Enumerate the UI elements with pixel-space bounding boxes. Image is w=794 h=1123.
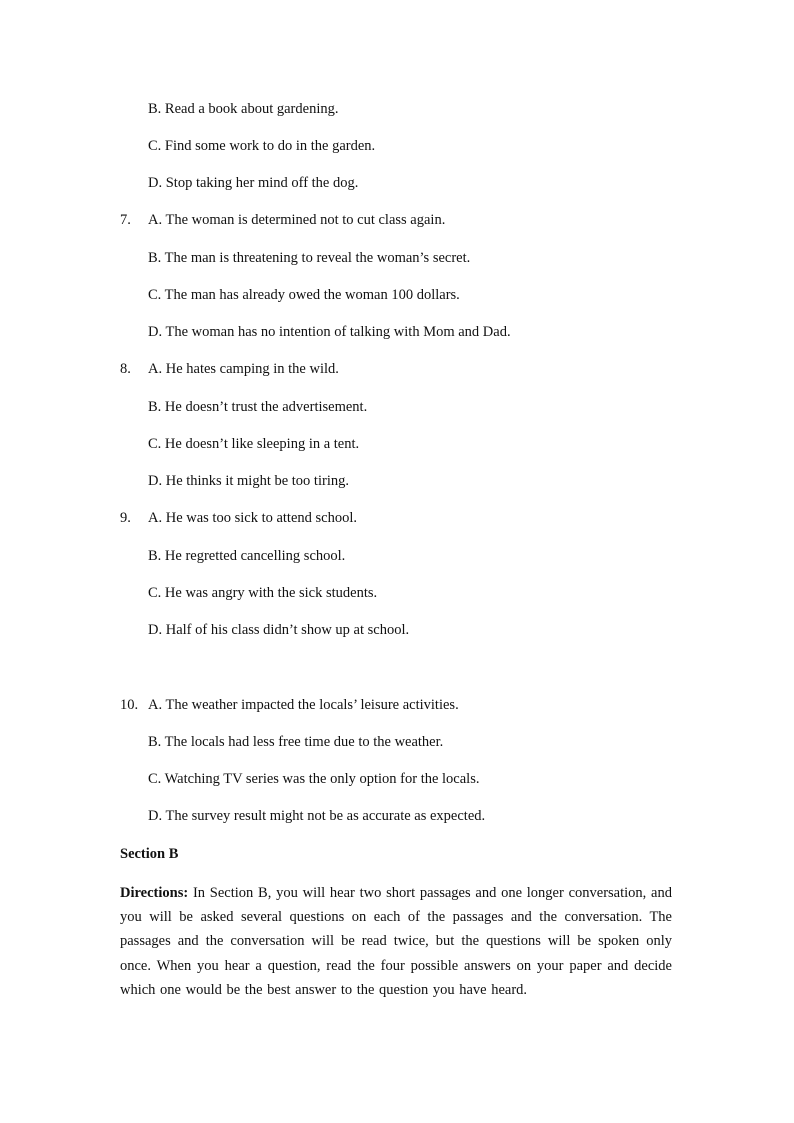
q6-option-c: C. Find some work to do in the garden. [148, 138, 376, 154]
q10-option-c: C. Watching TV series was the only option for the locals. [148, 771, 480, 787]
directions-paragraph [120, 881, 672, 1002]
q9-option-d: D. Half of his class didn’t show up at school. [148, 622, 410, 638]
q9-option-a: A. He was too sick to attend school. [148, 510, 358, 526]
q6-option-d: D. Stop taking her mind off the dog. [148, 175, 359, 191]
q8-option-d: D. He thinks it might be too tiring. [148, 473, 349, 489]
q7-option-d: D. The woman has no intention of talking with Mom and Dad. [148, 324, 511, 340]
q9-option-c: C. He was angry with the sick students. [148, 585, 378, 601]
q8-option-a: A. He hates camping in the wild. [148, 361, 339, 377]
q9-option-b: B. He regretted cancelling school. [148, 548, 346, 564]
q7-option-b: B. The man is threatening to reveal the woman’s secret. [148, 250, 471, 266]
directions-text: In Section B, you will hear two short passages and one longer conversation, and you will be asked several questions on each of the passages and the conversation. The passages and the conversation will be read twice, but the questions will be spoken only once. When you hear a question, read the four possible answers on your paper and decide which one would be the best answer to the question you have heard. [120, 885, 672, 998]
directions-label: Directions: [120, 885, 189, 901]
q10-option-a: A. The weather impacted the locals’ leisure activities. [148, 697, 459, 713]
q7-number: 7. [120, 212, 131, 228]
q10-number: 10. [120, 697, 139, 713]
q10-option-b: B. The locals had less free time due to the weather. [148, 734, 444, 750]
q8-number: 8. [120, 361, 131, 377]
q7-option-a: A. The woman is determined not to cut class again. [148, 212, 446, 228]
section-heading: Section B [120, 846, 179, 862]
q6-option-b: B. Read a book about gardening. [148, 101, 339, 117]
q8-option-b: B. He doesn’t trust the advertisement. [148, 399, 368, 415]
q8-option-c: C. He doesn’t like sleeping in a tent. [148, 436, 360, 452]
q9-number: 9. [120, 510, 131, 526]
q7-option-c: C. The man has already owed the woman 100 dollars. [148, 287, 460, 303]
q10-option-d: D. The survey result might not be as accurate as expected. [148, 808, 486, 824]
